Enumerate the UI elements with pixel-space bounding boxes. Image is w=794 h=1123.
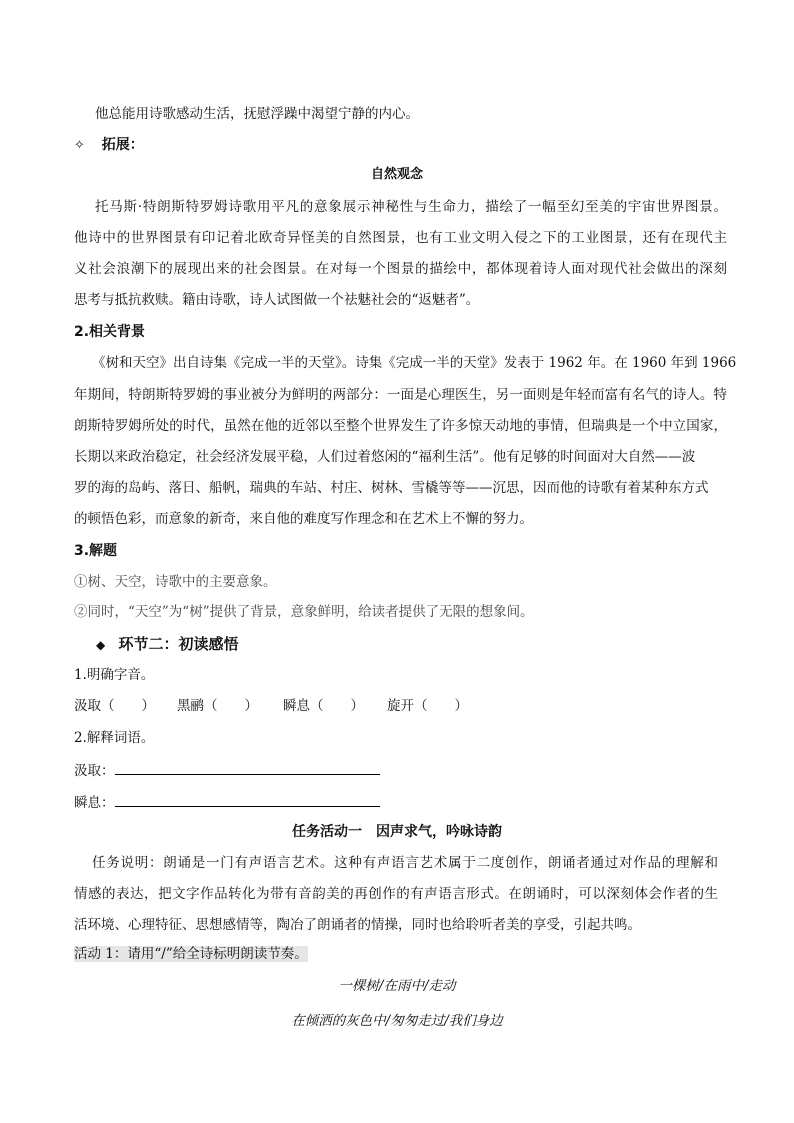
- vocab-label: 汲取：: [74, 763, 115, 779]
- extension-title: 自然观念: [370, 167, 423, 182]
- vocab-label: 瞬息：: [74, 795, 115, 811]
- activity-text: 活动 1：请用“/”给全诗标明朗读节奏。: [74, 946, 308, 962]
- section-two-title: 环节二：初读感悟: [118, 635, 239, 653]
- activity-line: [74, 944, 308, 964]
- background-line: 的顿悟色彩，而意象的新奇，来自他的难度写作理念和在艺术上不懈的努力。: [74, 511, 533, 527]
- background-heading: 2.相关背景: [74, 324, 146, 340]
- background-line: 罗的海的岛屿、落日、船帆，瑞典的车站、村庄、树林、雪橇等等——沉思，因而他的诗歌有着某种东方式: [74, 480, 709, 496]
- task-line: 活环境、心理特征、思想感情等，陶冶了朗诵者的情操，同时也给聆听者美的享受，引起共鸣。: [74, 917, 641, 933]
- title-explain-item: ②同时，“天空”为“树”提供了背景，意象鲜明，给读者提供了无限的想象间。: [74, 604, 534, 620]
- sparkle-icon: ✧: [74, 138, 85, 153]
- vocab-row: [74, 760, 380, 781]
- pronunciation-item: 旋开（ ）: [387, 698, 468, 714]
- intro-line: 他总能用诗歌感动生活，抚慰浮躁中渴望宁静的内心。: [95, 106, 419, 122]
- title-explain-item: ①树、天空，诗歌中的主要意象。: [74, 574, 277, 590]
- pronunciation-item: 汲取（ ）: [74, 698, 155, 714]
- extension-line: 思考与抵抗救赎。籍由诗歌，诗人试图做一个祛魅社会的“返魅者”。: [74, 292, 480, 308]
- background-line: 《树和天空》出自诗集《完成一半的天堂》。诗集《完成一半的天堂》发表于 1962 年。在 1960 年到 1966: [92, 355, 737, 371]
- extension-line: 他诗中的世界图景有印记着北欧奇异怪美的自然图景，也有工业文明入侵之下的工业图景，还有在现代主: [74, 230, 727, 246]
- extension-label: 拓展：: [101, 137, 144, 153]
- diamond-icon: ◆: [96, 638, 106, 652]
- pronunciation-row: [74, 696, 468, 716]
- title-explain-heading: 3.解题: [74, 543, 118, 559]
- task-line: 情感的表达，把文字作品转化为带有音韵美的再创作的有声语言形式。在朗诵时，可以深刻体会作者的生: [74, 886, 718, 902]
- task-line: 任务说明：朗诵是一门有声语言艺术。这种有声语言艺术属于二度创作，朗诵者通过对作品的理解和: [92, 855, 718, 871]
- background-line: 长期以来政治稳定，社会经济发展平稳，人们过着悠闲的“福利生活”。他有足够的时间面对大自然——波: [74, 449, 696, 465]
- vocab-heading: 2.解释词语。: [74, 730, 155, 746]
- section-two-heading: [96, 634, 238, 655]
- answer-line[interactable]: [115, 760, 380, 775]
- extension-line: 托马斯·特朗斯特罗姆诗歌用平凡的意象展示神秘性与生命力，描绘了一幅至幻至美的宇宙世界图景。: [95, 199, 727, 215]
- extension-line: 义社会浪潮下的展现出来的社会图景。在对每一个图景的描绘中，都体现着诗人面对现代社会做出的深刻: [74, 261, 727, 277]
- answer-line[interactable]: [115, 792, 380, 807]
- extension-heading: [74, 135, 144, 156]
- pronunciation-heading: 1.明确字音。: [74, 667, 155, 683]
- poem-line: 在倾洒的灰色中/匆匆走过/我们身边: [291, 1013, 503, 1029]
- task-title: 任务活动一 因声求气，吟咏诗韵: [292, 824, 502, 840]
- pronunciation-item: 瞬息（ ）: [283, 698, 364, 714]
- poem-line: 一棵树/在雨中/走动: [338, 978, 456, 994]
- vocab-row: [74, 792, 380, 813]
- background-line: 朗斯特罗姆所处的时代，虽然在他的近邻以至整个世界发生了许多惊天动地的事情，但瑞典是一个中立国家，: [74, 418, 727, 434]
- pronunciation-item: 黑鹂（ ）: [177, 698, 258, 714]
- background-line: 年期间，特朗斯特罗姆的事业被分为鲜明的两部分：一面是心理医生，另一面则是年轻而富有名气的诗人。特: [74, 387, 727, 403]
